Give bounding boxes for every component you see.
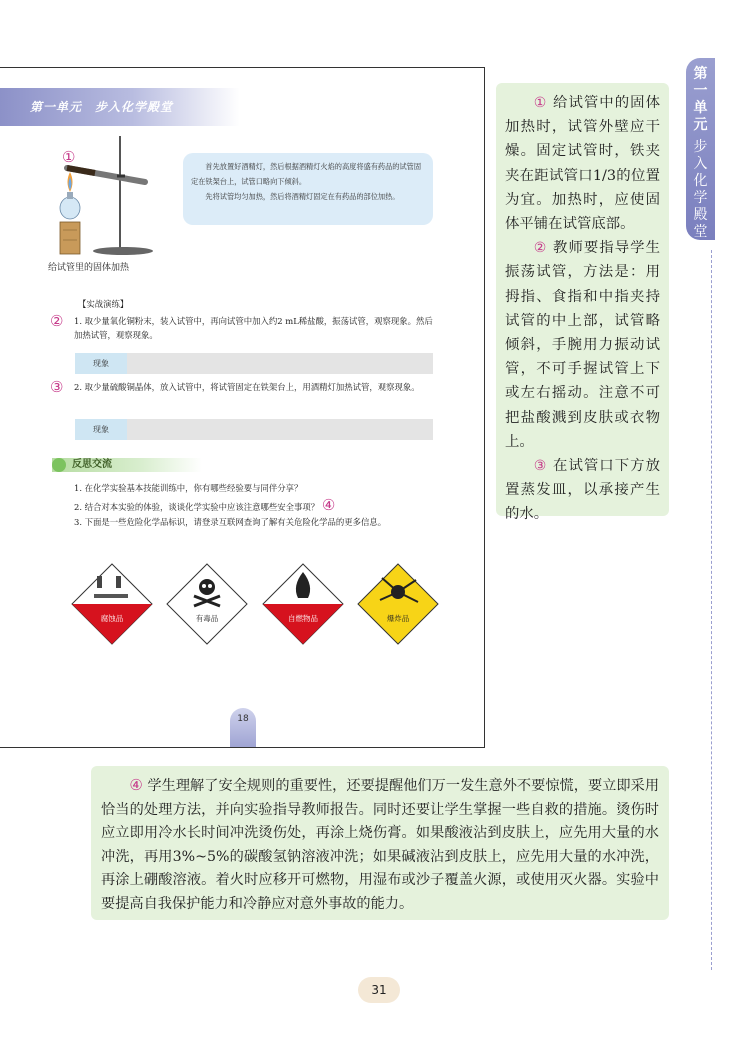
bottom-note-text: 学生理解了安全规则的重要性，还要提醒他们万一发生意外不要惊慌，要立即采用恰当的处理方法，并向实验指导教师报告。同时还要让学生掌握一些自救的措施。烫伤时应立即用冷水长时间冲洗烫伤处，再涂上烧伤膏。如果酸液沾到皮肤上，应先用大量的水冲洗，再用3%~5%的碳酸氢钠溶液冲洗；如果碱液沾到皮肤上，应先用大量的水冲洗，再涂上硼酸溶液。着火时应移开可燃物，用湿布或沙子覆盖火源，或使用灭火器。实验中要提高自我保护能力和冷静应对意外事故的能力。 bbox=[101, 778, 660, 912]
side-note-2 bbox=[505, 236, 660, 454]
side-note-1-marker: ① bbox=[533, 95, 548, 111]
hazard-combustible-sign bbox=[263, 564, 343, 644]
figure-caption: 给试管里的固体加热 bbox=[48, 263, 130, 273]
task-1-text bbox=[74, 314, 436, 342]
side-note-3 bbox=[505, 454, 660, 527]
bottom-note-paragraph bbox=[101, 774, 659, 917]
inner-page-number: 18 bbox=[237, 714, 249, 724]
tab-char-1: 第 bbox=[693, 66, 708, 82]
hazard-explosive-sign bbox=[358, 564, 438, 644]
question-2-text: 2. 结合对本实验的体验，谈谈化学实验中应该注意哪些安全事项？ bbox=[74, 502, 320, 512]
task-2-content: 2. 取少量硫酸铜晶体，放入试管中，将试管固定在铁架台上，用酒精灯加热试管，观察现象。 bbox=[74, 382, 420, 392]
tab-char-2: 一 bbox=[693, 83, 708, 99]
marker-1: ① bbox=[62, 148, 76, 166]
note-line-1: 首先放置好酒精灯，然后根据酒精灯火焰的高度将盛有药品的试管固定在铁架台上，试管口略向下倾斜。 bbox=[191, 162, 422, 186]
hazard-label-explosive: 爆炸品 bbox=[386, 614, 410, 623]
marker-3: ③ bbox=[50, 378, 64, 396]
side-annotation-box bbox=[496, 83, 669, 523]
observation-bar-2 bbox=[75, 419, 433, 440]
question-3 bbox=[52, 515, 436, 529]
observation-label-2: 现象 bbox=[75, 419, 127, 440]
procedure-note-box bbox=[183, 153, 433, 225]
tab-char-4: 元 bbox=[693, 117, 708, 133]
observation-bar-1 bbox=[75, 353, 433, 374]
question-1 bbox=[74, 481, 436, 495]
unit-header-bar bbox=[0, 88, 240, 126]
side-note-3-marker: ③ bbox=[533, 458, 548, 475]
hazard-label-toxic: 有毒品 bbox=[195, 614, 219, 623]
question-2 bbox=[74, 498, 436, 514]
chapter-side-tab bbox=[686, 58, 715, 240]
inner-page-number-tab bbox=[230, 708, 256, 748]
tab-char-5: 步 bbox=[693, 139, 708, 155]
note-line-2: 先将试管均匀加热，然后将酒精灯固定在有药品的部位加热。 bbox=[205, 192, 400, 201]
tab-char-9: 殿 bbox=[693, 207, 708, 223]
side-note-1-text: 给试管中的固体加热时，试管外壁应干燥。固定试管时，铁夹夹在距试管口1/3的位置为宜。加热时，应使固体平铺在试管底部。 bbox=[505, 95, 660, 233]
hazard-corrosive-sign bbox=[72, 564, 152, 644]
reflection-dot-icon bbox=[52, 458, 66, 472]
question-3-text: 3. 下面是一些危险化学品标识，请登录互联网查询了解有关危险化学品的更多信息。 bbox=[74, 517, 387, 527]
marker-2: ② bbox=[50, 312, 64, 330]
heating-apparatus-illustration bbox=[55, 130, 165, 258]
page-number: 31 bbox=[358, 977, 400, 1003]
hazard-signs bbox=[70, 562, 440, 648]
side-note-2-text: 教师要指导学生振荡试管，方法是：用拇指、食指和中指夹持试管的中上部，试管略倾斜，手腕用力振动试管，不可手握试管上下或左右摇动。注意不可把盐酸溅到皮肤或衣物上。 bbox=[505, 240, 660, 450]
tab-char-6: 入 bbox=[693, 156, 708, 172]
tab-char-8: 学 bbox=[693, 190, 708, 206]
observation-label-1: 现象 bbox=[75, 353, 127, 374]
side-note-3-text: 在试管口下方放置蒸发皿，以承接产生的水。 bbox=[505, 458, 660, 523]
unit-header-title: 第一单元 步入化学殿堂 bbox=[30, 100, 174, 114]
side-dashed-rule bbox=[711, 250, 712, 970]
tab-char-7: 化 bbox=[693, 173, 708, 189]
reflection-header bbox=[52, 458, 202, 472]
reflection-title: 反思交流 bbox=[72, 459, 112, 470]
marker-4: ④ bbox=[321, 496, 336, 514]
task-2-text bbox=[74, 380, 436, 394]
side-note-2-marker: ② bbox=[533, 240, 548, 257]
hazard-label-corrosive: 腐蚀品 bbox=[100, 614, 124, 623]
task-1-content: 1. 取少量氧化铜粉末，装入试管中，再向试管中加入约2 mL稀盐酸，振荡试管，观察现象。然后加热试管，观察现象。 bbox=[74, 316, 433, 340]
side-note-1 bbox=[505, 91, 660, 236]
textbook-page-image bbox=[0, 67, 485, 748]
bottom-note-marker: ④ bbox=[129, 776, 143, 794]
bottom-annotation-box bbox=[91, 766, 669, 920]
hazard-label-combustible: 自燃物品 bbox=[288, 614, 318, 623]
tab-char-10: 堂 bbox=[693, 224, 708, 240]
tab-char-3: 单 bbox=[693, 100, 708, 116]
practice-title: 【实战演练】 bbox=[78, 299, 129, 309]
hazard-toxic-sign bbox=[167, 564, 247, 644]
question-1-text: 1. 在化学实验基本技能训练中，你有哪些经验要与同伴分享？ bbox=[74, 483, 303, 493]
